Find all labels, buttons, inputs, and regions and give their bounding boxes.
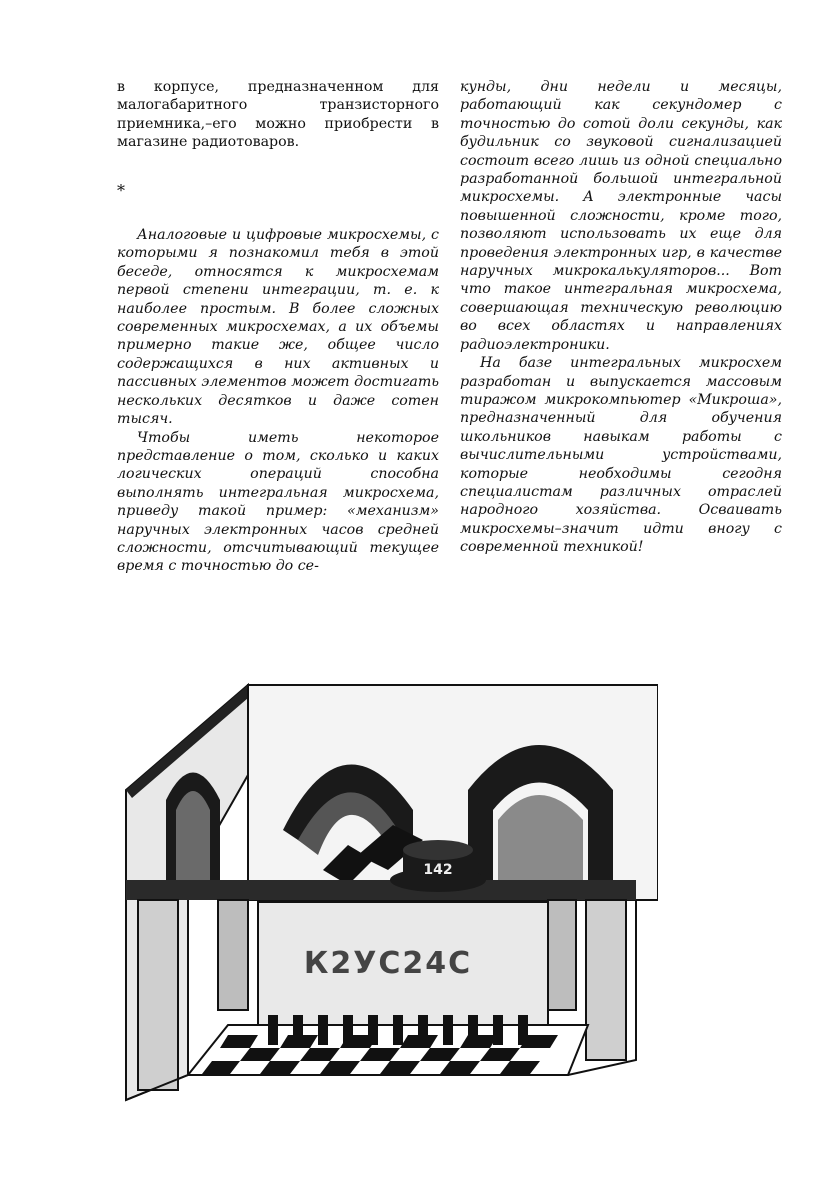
paragraph-watch-example: Чтобы иметь некоторое представление о том, сколько и каких логических операций способна выполнять интегральная микросхема, приведу такой пример: «механизм» наручных электронных часов средней сложности, отсчитывающий текущее время с точностью до се-	[117, 429, 439, 575]
section-separator: *	[117, 180, 125, 200]
paragraph-mikrosha: На базе интегральных микросхем разработан и выпускается массовым тиражом микрокомпьютер «Микроша», предназначенный для обучения школьников навыкам работы с вычислительными устройствами, которые необходимы сегодня специалистам различных отраслей народного хозяйства. Осваивать микросхемы–значит идти вногу с современной техникой!	[460, 355, 782, 556]
chip-body-label: К2УС24С	[303, 946, 473, 981]
chip-building-drawing	[126, 685, 658, 1100]
paragraph-watch-functions: кунды, дни недели и месяцы, работающий как секундомер с точностью до сотой доли секунды, как будильник со звуковой сигнализацией состоит всего лишь из одной специально разработанной большой интегральной микросхемы. А электронные часы повышенной сложности, кроме того, позволяют использовать их еще для проведения электронных игр, в качестве наручных микрокалькуляторов... Вот что такое интегральная микросхема, совершающая техническую революцию во всех областях и направлениях радиоэлектроники.	[460, 79, 782, 353]
paragraph-radio-shop: в корпусе, предназначенном для малогабаритного транзисторного приемника,–его можно приобрести в магазине радиотоваров.	[117, 79, 439, 151]
left-text-column	[117, 78, 439, 576]
microchip-architecture-illustration	[118, 680, 658, 1110]
right-text-column	[460, 78, 782, 557]
chip-top-label: 142	[423, 862, 453, 878]
paragraph-integration-degree: Аналоговые и цифровые микросхемы, с которыми я познакомил тебя в этой беседе, относятся к микросхемам первой степени интеграции, т. е. к наиболее простым. В более сложных современных микросхемах, а их объемы примерно такие же, общее число содержащихся в них активных и пассивных элементов может достигать нескольких десятков и даже сотен тысяч.	[117, 227, 439, 428]
